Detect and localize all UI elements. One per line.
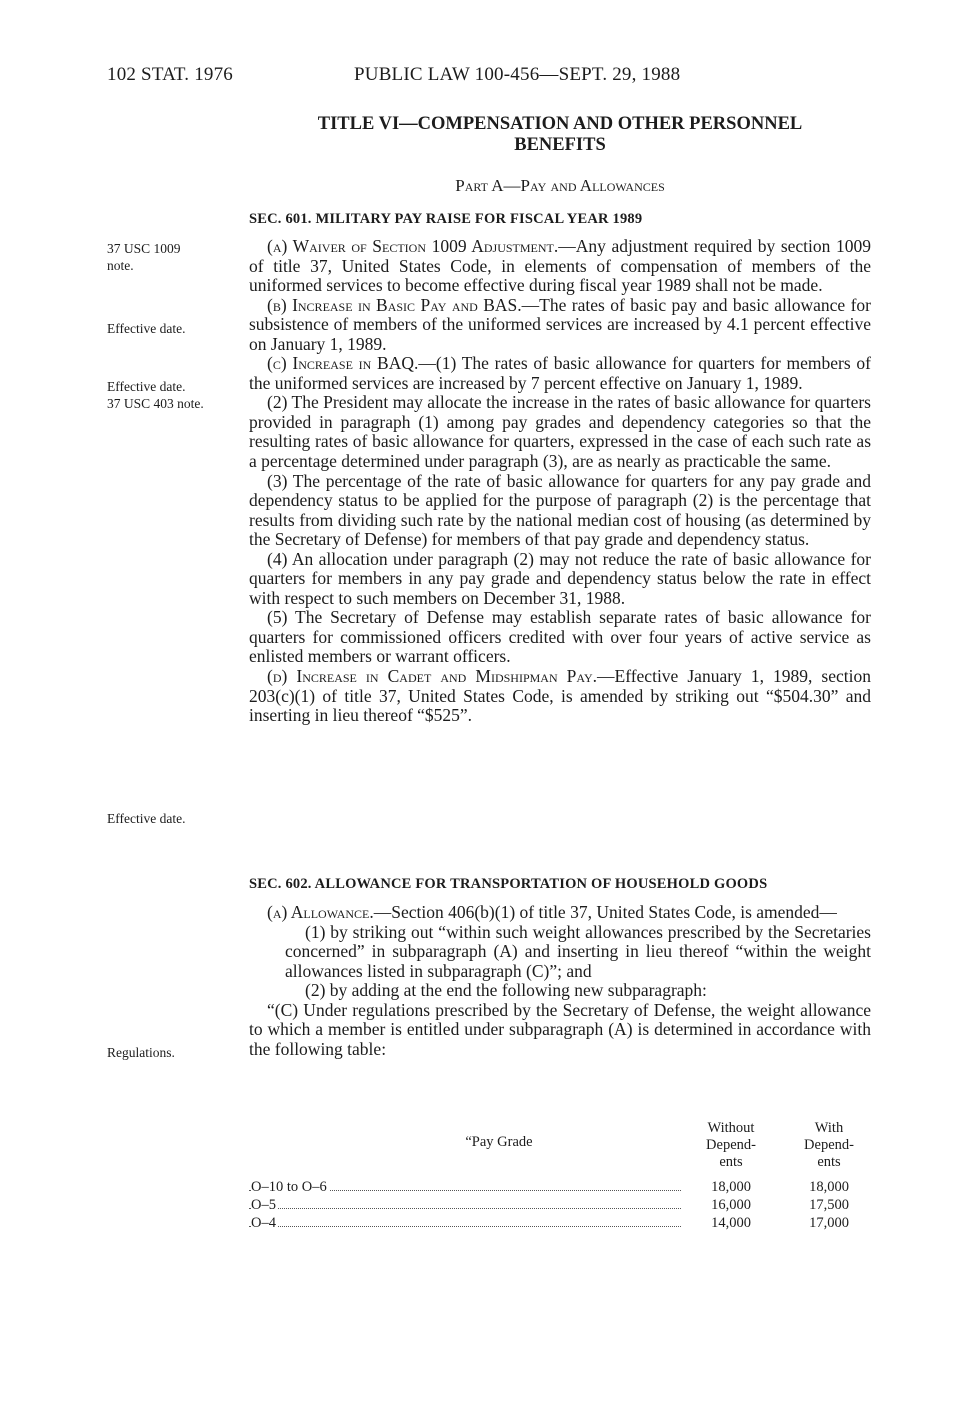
subsection-d-label: (d) Increase in Cadet and Midshipman Pay. bbox=[267, 666, 598, 687]
dot-leader bbox=[249, 1226, 681, 1227]
table-row bbox=[249, 1215, 871, 1233]
subsection-d-text: —Effective January 1, 1989, section 203(c)(1) of title 37, United States Code, is amended by striking out “$504.30” and inserting in lieu thereof “$525”. bbox=[249, 666, 871, 726]
margin-note-usc1009 bbox=[107, 240, 181, 274]
margin-note-effective-date-3: Effective date. bbox=[107, 811, 186, 826]
subsection-c bbox=[249, 354, 871, 393]
paragraph-c4: (4) An allocation under paragraph (2) may not reduce the rate of basic allowance for quarters for members in any pay grade and dependency status below the rate in effect with respect to such members on December 31, 1988. bbox=[249, 548, 871, 608]
amendment-item-1: (1) by striking out “within such weight allowances prescribed by the Secretaries concerned” in subparagraph (A) and inserting in lieu thereof “within the weight allowances listed in subparagraph (C)”; and bbox=[285, 921, 871, 981]
paragraph-c5: (5) The Secretary of Defense may establish separate rates of basic allowance for quarters for commissioned officers credited with over four years of active service as enlisted members or warrant officers. bbox=[249, 607, 871, 667]
table-row bbox=[249, 1197, 871, 1215]
margin-note-regulations: Regulations. bbox=[107, 1045, 175, 1060]
page-stat-number: 102 STAT. 1976 bbox=[107, 64, 234, 85]
with-dependents-cell: 18,000 bbox=[809, 1179, 849, 1195]
section-602-subsection-a bbox=[249, 903, 871, 923]
table-row bbox=[249, 1179, 871, 1197]
col-header-with-line2: Depend- bbox=[804, 1137, 854, 1153]
amendment-item-2: (2) by adding at the end the following new subparagraph: bbox=[305, 980, 707, 1001]
col-header-without-line1: Without bbox=[707, 1120, 755, 1136]
section-602-heading: SEC. 602. ALLOWANCE FOR TRANSPORTATION OF HOUSEHOLD GOODS bbox=[249, 876, 768, 892]
pay-grade-cell bbox=[251, 1179, 329, 1196]
col-header-with-line1: With bbox=[814, 1120, 844, 1136]
subsection-a bbox=[249, 237, 871, 296]
subsection-c-label: (c) Increase in BAQ. bbox=[267, 353, 419, 374]
section-602-subsection-a-text: —Section 406(b)(1) of title 37, United States Code, is amended— bbox=[373, 902, 837, 922]
col-header-without-dependents bbox=[686, 1120, 776, 1171]
paragraph-c3: (3) The percentage of the rate of basic allowance for quarters for any pay grade and dependency status to be applied for the purpose of paragraph (2) is the percentage that results from dividing such rate by the national median cost of housing (as determined by the Secretary of Defense) for members of that pay grade and dependency status. bbox=[249, 470, 871, 550]
margin-note-effective-date-1: Effective date. bbox=[107, 321, 186, 336]
pay-grade-text: O–5 bbox=[251, 1197, 276, 1213]
col-header-with-line3: ents bbox=[817, 1154, 841, 1170]
without-dependents-cell: 14,000 bbox=[711, 1215, 751, 1231]
section-601-body bbox=[249, 237, 871, 726]
new-subparagraph-c: “(C) Under regulations prescribed by the Secretary of Defense, the weight allowance to which a member is entitled under subparagraph (A) is determined in accordance with the following table: bbox=[249, 999, 871, 1059]
col-header-pay-grade: “Pay Grade bbox=[465, 1134, 533, 1150]
paragraph-c2: (2) The President may allocate the increase in the rates of basic allowance for quarters provided in paragraph (1) among pay grades and dependency categories so that the resulting rates of basic allowance for quarters, expressed in the case of each such rate as a percentage determined under paragraph (3), are as nearly as practicable the same. bbox=[249, 392, 871, 472]
col-header-with-dependents bbox=[784, 1120, 874, 1171]
margin-note-usc403: 37 USC 403 note. bbox=[107, 396, 204, 411]
weight-allowance-table bbox=[249, 1120, 871, 1240]
title-line-2: BENEFITS bbox=[514, 135, 606, 155]
pay-grade-cell bbox=[251, 1197, 278, 1214]
margin-note-effective-date-2: Effective date. bbox=[107, 379, 186, 394]
part-heading bbox=[250, 176, 870, 196]
section-602-subsection-a-label: (a) Allowance. bbox=[267, 902, 374, 922]
part-heading-text: Part A—Pay and Allowances bbox=[455, 176, 665, 195]
col-header-without-line2: Depend- bbox=[706, 1137, 756, 1153]
with-dependents-cell: 17,500 bbox=[809, 1197, 849, 1213]
pay-grade-text: O–10 to O–6 bbox=[251, 1179, 327, 1195]
without-dependents-cell: 16,000 bbox=[711, 1197, 751, 1213]
subsection-b-label: (b) Increase in Basic Pay and BAS. bbox=[267, 294, 522, 315]
col-header-without-line3: ents bbox=[719, 1154, 743, 1170]
subsection-b-text: —The rates of basic pay and basic allowance for subsistence of members of the uniformed services are increased by 4.1 percent effective on January 1, 1989. bbox=[249, 294, 872, 354]
pay-grade-cell bbox=[251, 1215, 278, 1232]
subsection-d bbox=[249, 667, 871, 726]
subsection-c-text: —(1) The rates of basic allowance for quarters for members of the uniformed services are increased by 7 percent effective on January 1, 1989. bbox=[249, 353, 871, 393]
section-602-body bbox=[249, 903, 871, 1059]
title-line-1: TITLE VI—COMPENSATION AND OTHER PERSONNEL bbox=[317, 114, 803, 134]
subsection-b bbox=[249, 296, 871, 355]
subsection-a-text: —Any adjustment required by section 1009 of title 37, United States Code, in elements of compensation of members of the uniformed services to become effective during fiscal year 1989 shall not be made. bbox=[249, 236, 871, 296]
subsection-a-label: (a) Waiver of Section 1009 Adjustment. bbox=[267, 236, 559, 256]
without-dependents-cell: 18,000 bbox=[711, 1179, 751, 1195]
with-dependents-cell: 17,000 bbox=[809, 1215, 849, 1231]
margin-note-usc1009-line1: 37 USC 1009 bbox=[107, 241, 181, 256]
margin-note-usc1009-line2: note. bbox=[107, 258, 134, 273]
dot-leader bbox=[249, 1208, 681, 1209]
running-header: PUBLIC LAW 100-456—SEPT. 29, 1988 bbox=[354, 64, 681, 85]
section-601-heading: SEC. 601. MILITARY PAY RAISE FOR FISCAL YEAR 1989 bbox=[249, 211, 643, 227]
pay-grade-text: O–4 bbox=[251, 1215, 276, 1231]
